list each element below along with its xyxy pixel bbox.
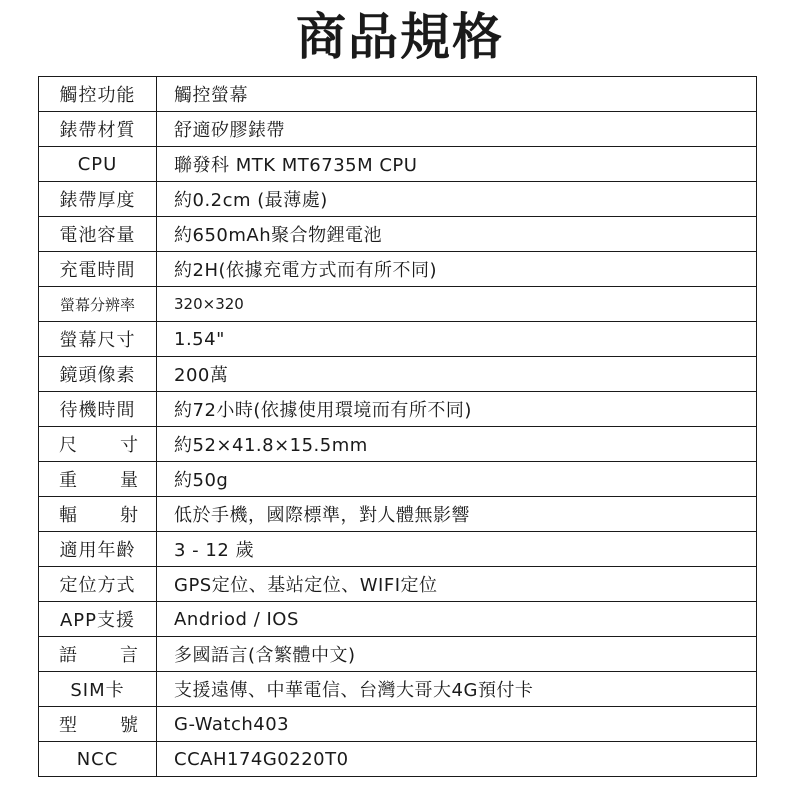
spec-label: 輻射: [39, 497, 157, 532]
spec-label: 重量: [39, 462, 157, 497]
spec-value: 聯發科 MTK MT6735M CPU: [157, 147, 757, 182]
spec-row-radiation: [39, 497, 757, 532]
spec-label: 錶帶材質: [39, 112, 157, 147]
spec-label: 充電時間: [39, 252, 157, 287]
spec-value: Andriod / IOS: [157, 602, 757, 637]
spec-row-camera: [39, 357, 757, 392]
spec-value: CCAH174G0220T0: [157, 742, 757, 777]
spec-row-app-support: [39, 602, 757, 637]
spec-label: 定位方式: [39, 567, 157, 602]
spec-row-touch: [39, 77, 757, 112]
spec-value: 約0.2cm (最薄處): [157, 182, 757, 217]
spec-row-resolution: [39, 287, 757, 322]
page-title: 商品規格: [296, 8, 504, 66]
spec-row-dimensions: [39, 427, 757, 462]
spec-row-battery: [39, 217, 757, 252]
spec-value: 觸控螢幕: [157, 77, 757, 112]
spec-label: SIM卡: [39, 672, 157, 707]
spec-value: 1.54": [157, 322, 757, 357]
spec-table: [38, 76, 757, 777]
spec-label: 語言: [39, 637, 157, 672]
spec-value: GPS定位、基站定位、WIFI定位: [157, 567, 757, 602]
spec-value: 200萬: [157, 357, 757, 392]
spec-value: 低於手機，國際標準，對人體無影響: [157, 497, 757, 532]
spec-row-positioning: [39, 567, 757, 602]
spec-value: 約52×41.8×15.5mm: [157, 427, 757, 462]
spec-row-cpu: [39, 147, 757, 182]
spec-row-age: [39, 532, 757, 567]
spec-row-language: [39, 637, 757, 672]
spec-value: 約2H(依據充電方式而有所不同): [157, 252, 757, 287]
spec-value: 約50g: [157, 462, 757, 497]
spec-label: 錶帶厚度: [39, 182, 157, 217]
spec-label: NCC: [39, 742, 157, 777]
spec-row-weight: [39, 462, 757, 497]
spec-value: 3 - 12 歲: [157, 532, 757, 567]
spec-row-sim: [39, 672, 757, 707]
spec-label: APP支援: [39, 602, 157, 637]
spec-value: 舒適矽膠錶帶: [157, 112, 757, 147]
spec-label: 螢幕分辨率: [39, 287, 157, 322]
spec-label: 型號: [39, 707, 157, 742]
spec-value: 支援遠傳、中華電信、台灣大哥大4G預付卡: [157, 672, 757, 707]
spec-row-ncc: [39, 742, 757, 777]
spec-row-standby: [39, 392, 757, 427]
spec-value: 約650mAh聚合物鋰電池: [157, 217, 757, 252]
spec-label: 螢幕尺寸: [39, 322, 157, 357]
spec-label: 鏡頭像素: [39, 357, 157, 392]
spec-value: 多國語言(含繁體中文): [157, 637, 757, 672]
spec-label: 觸控功能: [39, 77, 157, 112]
spec-value: G-Watch403: [157, 707, 757, 742]
spec-label: 電池容量: [39, 217, 157, 252]
spec-label: 尺寸: [39, 427, 157, 462]
spec-row-charge-time: [39, 252, 757, 287]
spec-label: CPU: [39, 147, 157, 182]
spec-label: 適用年齡: [39, 532, 157, 567]
spec-value: 320×320: [157, 287, 757, 322]
spec-row-model: [39, 707, 757, 742]
spec-row-strap-thickness: [39, 182, 757, 217]
spec-label: 待機時間: [39, 392, 157, 427]
spec-row-screen-size: [39, 322, 757, 357]
spec-value: 約72小時(依據使用環境而有所不同): [157, 392, 757, 427]
spec-row-strap-material: [39, 112, 757, 147]
